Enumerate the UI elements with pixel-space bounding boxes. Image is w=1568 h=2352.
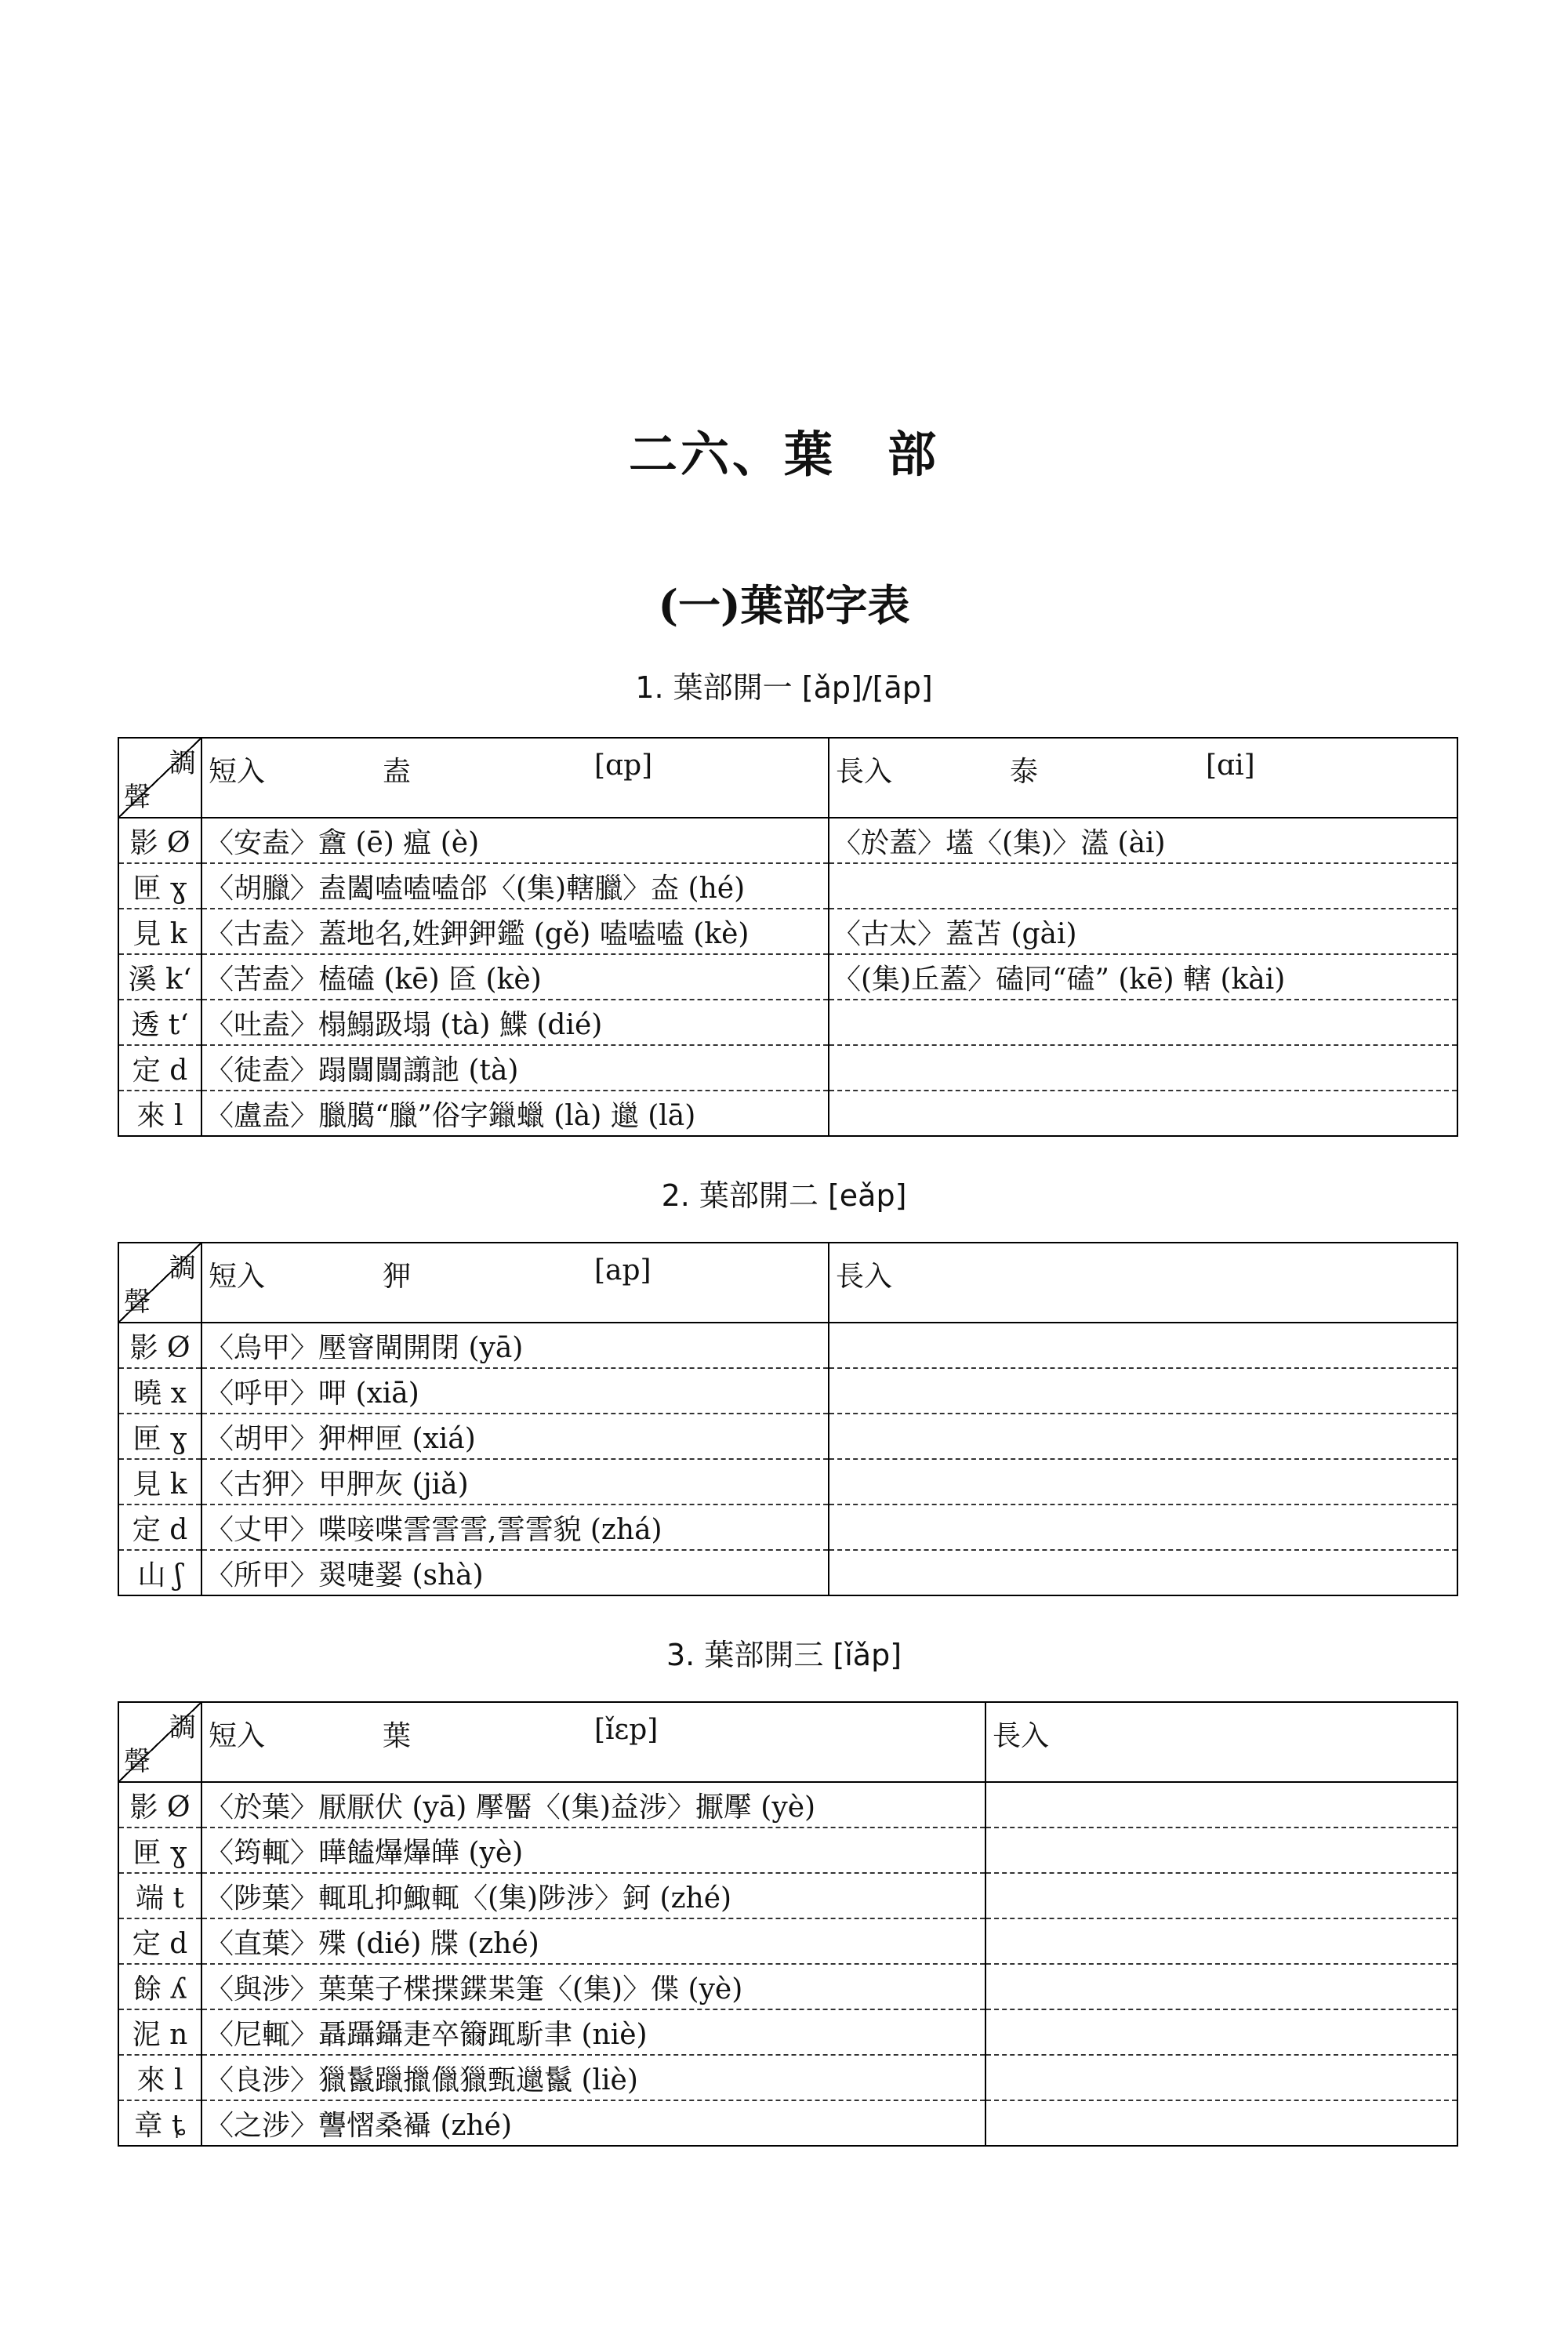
initial-cell: 山 ʃ [118, 1550, 201, 1595]
short-cell: 〈古盍〉蓋地名,姓鉀鉀鑑 (gě) 嗑嗑嗑 (kè) [201, 909, 829, 954]
short-cell: 〈所甲〉翜啑翣 (shà) [201, 1550, 829, 1595]
long-ipa: [ɑi] [1206, 750, 1255, 782]
short-cell: 〈尼輒〉聶躡鑷疌卒籋踂馸聿 (niè) [201, 2009, 985, 2055]
table-row [118, 1550, 1457, 1595]
short-rhyme: 葉 [383, 1720, 412, 1752]
initial-cell: 匣 ɣ [118, 1828, 201, 1873]
long-cell [829, 1504, 1457, 1550]
initial-cell: 來 l [118, 2055, 201, 2100]
short-ipa: [ap] [594, 1254, 652, 1287]
initial-cell: 影 Ø [118, 1782, 201, 1828]
table2-caption: 2. 葉部開二 [eǎp] [661, 1178, 907, 1213]
initial-cell: 泥 n [118, 2009, 201, 2055]
initial-cell: 匣 ɣ [118, 1414, 201, 1459]
long-cell: 〈於蓋〉壒〈(集)〉濭 (ài) [829, 818, 1457, 863]
table3-caption: 3. 葉部開三 [ǐǎp] [666, 1638, 902, 1672]
table-header-row [118, 1702, 1457, 1782]
long-cell [829, 1459, 1457, 1504]
short-cell: 〈烏甲〉壓窨閘開閉 (yā) [201, 1323, 829, 1368]
table-row [118, 909, 1457, 954]
table-row [118, 1323, 1457, 1368]
initial-cell: 溪 kʻ [118, 954, 201, 1000]
long-label: 長入 [993, 1720, 1050, 1752]
initial-cell: 定 d [118, 1918, 201, 1964]
table-row [118, 818, 1457, 863]
long-cell [829, 1414, 1457, 1459]
initial-label: 聲 [124, 1746, 151, 1777]
table-row [118, 1459, 1457, 1504]
short-cell: 〈胡臘〉盍闔嗑嗑嗑郃〈(集)轄臘〉盇 (hé) [201, 863, 829, 909]
long-cell [829, 1000, 1457, 1045]
long-cell [829, 863, 1457, 909]
short-rhyme: 狎 [383, 1261, 412, 1293]
long-entering-header [829, 1243, 1457, 1323]
table-row [118, 1873, 1457, 1918]
short-cell: 〈胡甲〉狎柙匣 (xiá) [201, 1414, 829, 1459]
short-cell: 〈良涉〉獵鬣躐擸儠獵甄邋鬣 (liè) [201, 2055, 985, 2100]
long-cell [829, 1550, 1457, 1595]
long-entering-header [829, 738, 1457, 818]
tone-initial-header [118, 1243, 201, 1323]
initial-cell: 見 k [118, 1459, 201, 1504]
table-row [118, 1091, 1457, 1136]
tone-label: 調 [169, 1253, 196, 1284]
long-cell [985, 1964, 1457, 2009]
initial-cell: 定 d [118, 1045, 201, 1091]
long-cell [985, 2009, 1457, 2055]
short-cell: 〈徒盍〉蹋闒闒譾訑 (tà) [201, 1045, 829, 1091]
chapter-title: 二六、葉 部 [628, 426, 939, 483]
long-cell [829, 1323, 1457, 1368]
short-rhyme: 盍 [383, 756, 412, 788]
long-cell [829, 1045, 1457, 1091]
tone-label: 調 [169, 748, 196, 779]
long-cell [985, 2100, 1457, 2146]
table-row [118, 1918, 1457, 1964]
long-cell [829, 1091, 1457, 1136]
short-ipa: [ǐɛp] [594, 1714, 659, 1746]
short-label: 短入 [209, 756, 266, 788]
section-title: (一)葉部字表 [658, 580, 910, 630]
long-cell [985, 1828, 1457, 1873]
rhyme-table-1 [118, 737, 1458, 1137]
short-cell: 〈陟葉〉輒耴抑鯫輒〈(集)陟涉〉鈳 (zhé) [201, 1873, 985, 1918]
table-row [118, 1414, 1457, 1459]
table-row [118, 1504, 1457, 1550]
short-cell: 〈丈甲〉喋唼喋霅霅霅,霅霅貌 (zhá) [201, 1504, 829, 1550]
long-cell [985, 1873, 1457, 1918]
long-cell: 〈(集)丘蓋〉磕同“磕” (kē) 轄 (kài) [829, 954, 1457, 1000]
long-rhyme: 泰 [1010, 756, 1039, 788]
table-row [118, 2009, 1457, 2055]
short-cell: 〈古狎〉甲胛灰 (jiǎ) [201, 1459, 829, 1504]
rhyme-table-2 [118, 1242, 1458, 1596]
initial-cell: 匣 ɣ [118, 863, 201, 909]
tone-label: 調 [169, 1712, 196, 1744]
initial-cell: 影 Ø [118, 1323, 201, 1368]
table-row [118, 1964, 1457, 2009]
short-cell: 〈苦盍〉榼磕 (kē) 匼 (kè) [201, 954, 829, 1000]
short-cell: 〈之涉〉讋慴桑襵 (zhé) [201, 2100, 985, 2146]
short-entering-header [201, 1702, 985, 1782]
short-cell: 〈呼甲〉呷 (xiā) [201, 1368, 829, 1414]
tone-initial-header [118, 1702, 201, 1782]
table-row [118, 1782, 1457, 1828]
table-header-row [118, 1243, 1457, 1323]
long-label: 長入 [836, 756, 893, 788]
long-label: 長入 [836, 1261, 893, 1293]
table-row [118, 1368, 1457, 1414]
long-cell [985, 2055, 1457, 2100]
long-cell [985, 1918, 1457, 1964]
long-cell [985, 1782, 1457, 1828]
table-header-row [118, 738, 1457, 818]
short-label: 短入 [209, 1720, 266, 1752]
short-cell: 〈盧盍〉臘臈“臘”俗字鑞蠟 (là) 邋 (lā) [201, 1091, 829, 1136]
table-row [118, 2100, 1457, 2146]
initial-cell: 見 k [118, 909, 201, 954]
initial-cell: 影 Ø [118, 818, 201, 863]
initial-cell: 餘 ʎ [118, 1964, 201, 2009]
short-entering-header [201, 738, 829, 818]
initial-cell: 章 ȶ [118, 2100, 201, 2146]
short-cell: 〈吐盍〉榻鰨趿塌 (tà) 鰈 (dié) [201, 1000, 829, 1045]
short-ipa: [ɑp] [594, 750, 653, 782]
table-row [118, 2055, 1457, 2100]
initial-label: 聲 [124, 782, 151, 813]
initial-cell: 透 tʻ [118, 1000, 201, 1045]
table-row [118, 1828, 1457, 1873]
short-cell: 〈與涉〉葉葉子楪揲鍱枼箑〈(集)〉偞 (yè) [201, 1964, 985, 2009]
short-cell: 〈筠輒〉曄饁爗爗皣 (yè) [201, 1828, 985, 1873]
short-label: 短入 [209, 1261, 266, 1293]
initial-label: 聲 [124, 1287, 151, 1318]
short-cell: 〈安盍〉盦 (ē) 瘟 (è) [201, 818, 829, 863]
long-cell: 〈古太〉蓋苫 (gài) [829, 909, 1457, 954]
table-row [118, 1000, 1457, 1045]
table1-caption: 1. 葉部開一 [ǎp]/[āp] [635, 670, 933, 705]
rhyme-table-3 [118, 1701, 1458, 2147]
initial-cell: 端 t [118, 1873, 201, 1918]
short-cell: 〈直葉〉殜 (dié) 牒 (zhé) [201, 1918, 985, 1964]
initial-cell: 定 d [118, 1504, 201, 1550]
table-row [118, 954, 1457, 1000]
tone-initial-header [118, 738, 201, 818]
short-entering-header [201, 1243, 829, 1323]
long-entering-header [985, 1702, 1457, 1782]
short-cell: 〈於葉〉厭厭伏 (yā) 擪靨〈(集)益涉〉擫擪 (yè) [201, 1782, 985, 1828]
initial-cell: 曉 x [118, 1368, 201, 1414]
table-row [118, 1045, 1457, 1091]
initial-cell: 來 l [118, 1091, 201, 1136]
long-cell [829, 1368, 1457, 1414]
table-row [118, 863, 1457, 909]
